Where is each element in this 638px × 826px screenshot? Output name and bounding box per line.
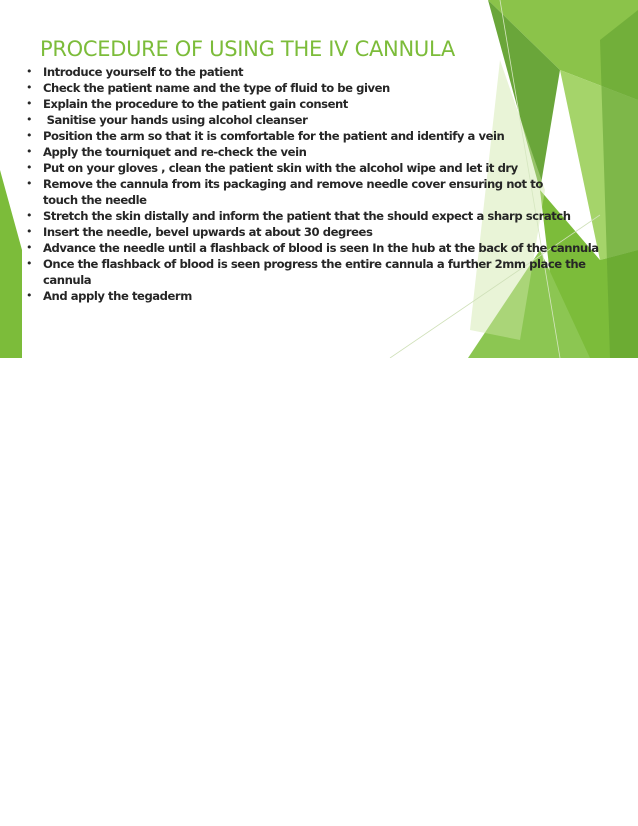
- list-item: [26, 160, 626, 176]
- bullet-icon: •: [26, 257, 33, 270]
- list-item: [26, 64, 626, 80]
- list-item: [26, 128, 626, 144]
- bullet-icon: •: [26, 145, 33, 158]
- list-item-text: Apply the tourniquet and re-check the vein: [43, 145, 307, 159]
- bullet-icon: •: [26, 177, 33, 190]
- list-item-text: Position the arm so that it is comfortable for the patient and identify a vein: [43, 129, 505, 143]
- bullet-icon: •: [26, 161, 33, 174]
- list-item-text: Explain the procedure to the patient gain consent: [43, 97, 348, 111]
- list-item: [26, 80, 626, 96]
- bullet-icon: •: [26, 81, 33, 94]
- list-item-text: And apply the tegaderm: [43, 289, 192, 303]
- list-item-text: Introduce yourself to the patient: [43, 65, 244, 79]
- list-item-text: Stretch the skin distally and inform the patient that the should expect a sharp scratch: [43, 209, 571, 223]
- list-item-text: Advance the needle until a flashback of blood is seen In the hub at the back of the cannula: [43, 241, 599, 255]
- list-item: [26, 96, 626, 112]
- bullet-icon: •: [26, 289, 33, 302]
- list-item: [26, 224, 626, 240]
- list-item-text: Sanitise your hands using alcohol cleanser: [43, 113, 308, 127]
- bullet-icon: •: [26, 129, 33, 142]
- list-item: [26, 176, 563, 208]
- list-item: [26, 288, 626, 304]
- bullet-icon: •: [26, 225, 33, 238]
- list-item: [26, 144, 626, 160]
- slide: [0, 0, 638, 358]
- slide-title: PROCEDURE OF USING THE IV CANNULA: [40, 37, 455, 61]
- list-item-text: Once the flashback of blood is seen progress the entire cannula a further 2mm place the cannula: [43, 257, 586, 287]
- list-item-text: Check the patient name and the type of fluid to be given: [43, 81, 390, 95]
- list-item: [26, 256, 633, 288]
- bullet-icon: •: [26, 65, 33, 78]
- bullet-icon: •: [26, 113, 33, 126]
- bullet-icon: •: [26, 209, 33, 222]
- procedure-list: [26, 64, 626, 304]
- list-item: [26, 240, 603, 256]
- blank-page-area: [0, 358, 638, 826]
- bullet-icon: •: [26, 97, 33, 110]
- left-accent-shape: [0, 170, 22, 358]
- list-item-text: Insert the needle, bevel upwards at about 30 degrees: [43, 225, 373, 239]
- list-item-text: Remove the cannula from its packaging and remove needle cover ensuring not to touch the needle: [43, 177, 543, 207]
- list-item: [26, 112, 626, 128]
- list-item-text: Put on your gloves , clean the patient skin with the alcohol wipe and let it dry: [43, 161, 518, 175]
- list-item: [26, 208, 626, 224]
- bullet-icon: •: [26, 241, 33, 254]
